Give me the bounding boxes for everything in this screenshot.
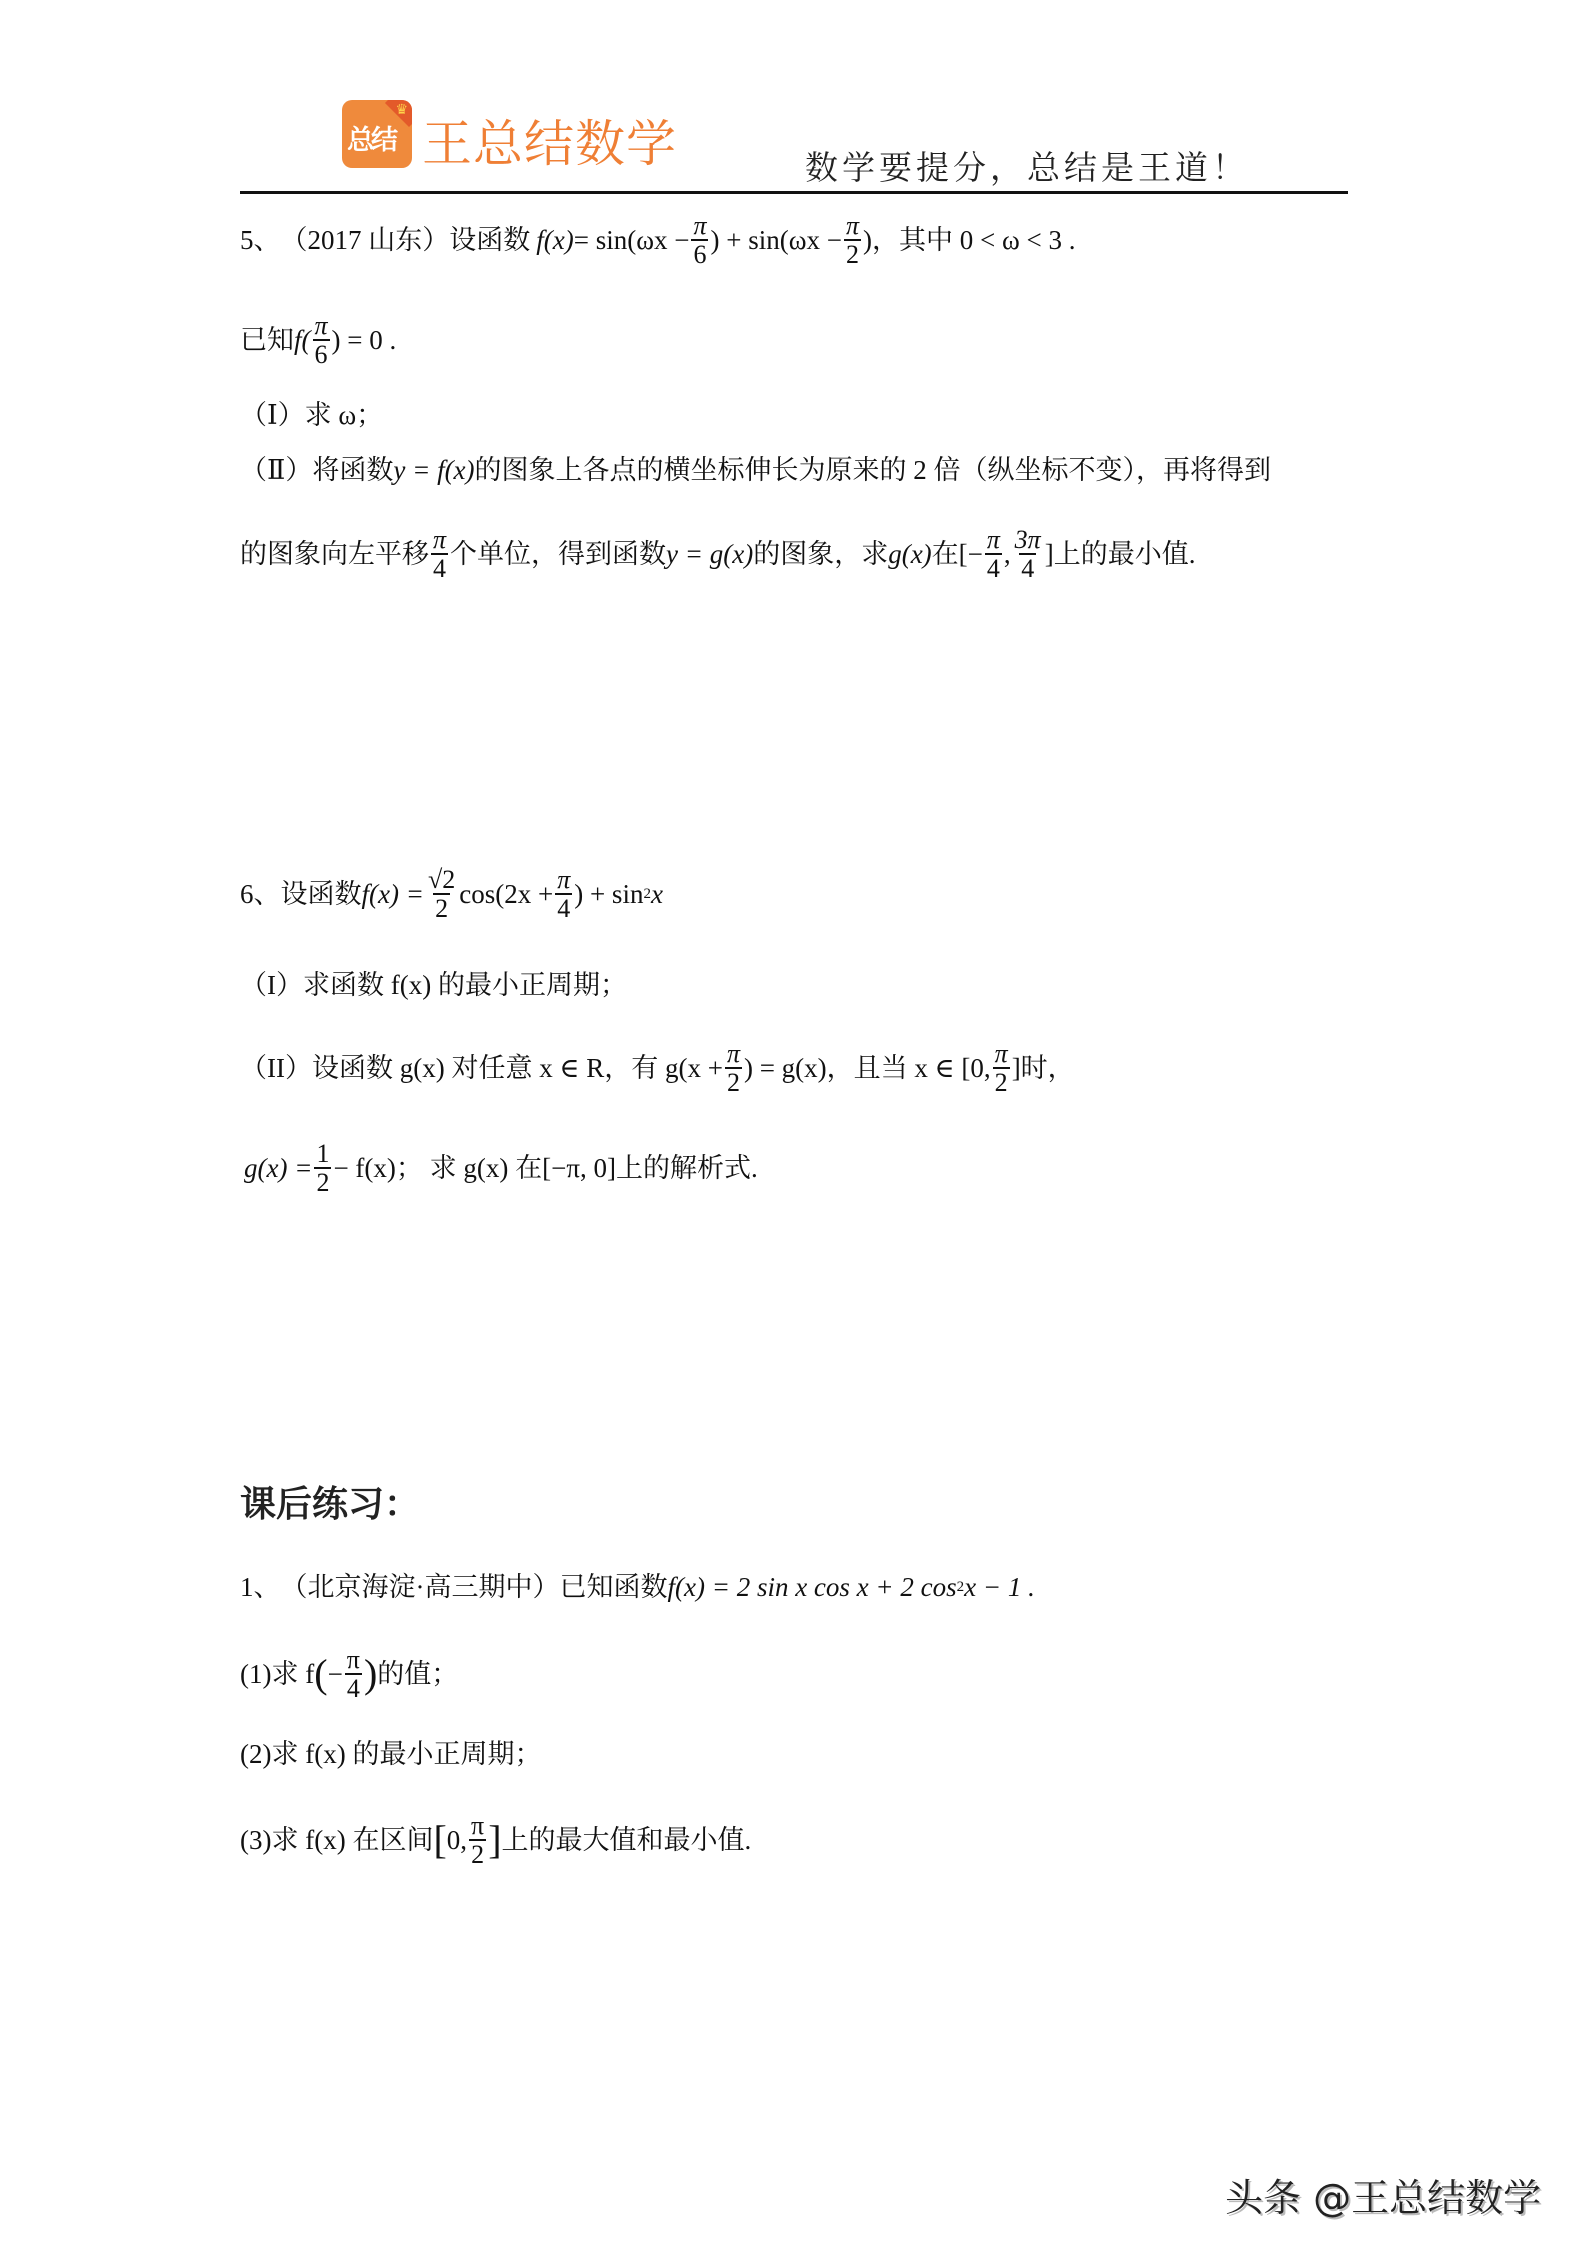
math-expr: f(x) = (361, 878, 424, 909)
math-expr: )，其中 0 < ω < 3 . (862, 224, 1076, 255)
question-number: 1、 (240, 1572, 281, 1602)
math-expr: g(x) = (244, 1152, 313, 1183)
text: 的图象向左平移 (240, 538, 429, 569)
right-paren: ) (363, 1651, 378, 1697)
crown-icon: ♛ (395, 103, 408, 118)
math-expr: x − 1 . (964, 1572, 1035, 1602)
math-expr: ) + sin(ωx − (710, 224, 842, 255)
math-fraction: $\frac{3\pi}{4}$ (1014, 525, 1041, 584)
problem-5-part-2-line-1 (240, 457, 1271, 484)
problem-intro: 设函数 (280, 878, 362, 909)
text: (1)求 f (240, 1658, 315, 1689)
exponent: 2 (956, 1579, 965, 1595)
header-slogan: 数学要提分，总结是王道！ (805, 148, 1249, 187)
text: , (1003, 538, 1011, 569)
question-source: （北京海淀·高三期中） (280, 1572, 560, 1602)
problem-5-statement (240, 212, 1075, 269)
text: 的图象上各点的横坐标伸长为原来的 2 倍（纵坐标不变），再将得到 (474, 455, 1272, 485)
math-fraction: $\frac{\pi}{2}$ (471, 1811, 485, 1870)
math-expr: f(x) = 2 sin x cos x + 2 cos (667, 1572, 957, 1602)
problem-source: （2017 山东） (280, 224, 450, 255)
text: 上的最大值和最小值. (501, 1824, 752, 1855)
math-fx: f(x) (536, 224, 574, 255)
problem-6-part-1: （I）求函数 f(x) 的最小正周期； (240, 970, 627, 1000)
math-fraction: $\frac{1}{2}$ (316, 1139, 330, 1198)
exponent: 2 (643, 885, 651, 902)
practice-sub-2: (2)求 f(x) 的最小正周期； (240, 1739, 542, 1769)
question-intro: 已知函数 (559, 1572, 668, 1602)
problem-5-part-1: （Ⅰ）求 ω； (240, 400, 384, 430)
text: （Ⅱ）将函数 (240, 455, 394, 485)
problem-number: 6、 (240, 878, 281, 909)
math-fraction: $\frac{\pi}{4}$ (986, 525, 1000, 584)
math-expr: y = g(x) (666, 538, 754, 569)
math-fraction: $\frac{\pi}{2}$ (994, 1039, 1008, 1098)
known-label: 已知 (240, 324, 294, 355)
problem-6-statement (240, 866, 663, 923)
right-bracket: ] (488, 1817, 502, 1863)
problem-5-known (240, 312, 396, 369)
problem-6-part-2-line-2 (244, 1140, 758, 1197)
math-expr: f( (294, 324, 311, 355)
math-fraction: $\frac{\pi}{4}$ (433, 525, 447, 584)
text: 个单位，得到函数 (450, 538, 667, 569)
text: ]时， (1011, 1052, 1075, 1083)
math-expr: ) + sin (574, 878, 644, 909)
text: 在[− (931, 538, 983, 569)
math-expr: ) = 0 . (331, 324, 397, 355)
math-fraction: $\frac{√2}{2}$ (427, 865, 456, 924)
text: 的图象，求 (753, 538, 889, 569)
brand-name: 王总结数学 (422, 115, 677, 173)
practice-question-1 (240, 1574, 1035, 1601)
math-fraction: $\frac{\pi}{6}$ (693, 211, 707, 270)
text: （II）设函数 g(x) 对任意 x ∈ R，有 g(x + (240, 1052, 723, 1083)
problem-5-part-2-line-2 (240, 526, 1195, 583)
math-fraction: $\frac{\pi}{2}$ (726, 1039, 740, 1098)
math-fraction: $\frac{\pi}{2}$ (845, 211, 859, 270)
practice-sub-3 (240, 1812, 751, 1869)
math-expr: = sin(ωx − (573, 224, 690, 255)
math-fraction: $\frac{\pi}{4}$ (346, 1645, 360, 1704)
problem-number: 5、 (240, 224, 281, 255)
math-expr: g(x) (888, 538, 932, 569)
text: ]上的最小值. (1044, 538, 1196, 569)
brand-logo-badge (342, 100, 412, 168)
logo-badge-text: 总结 (347, 125, 395, 156)
math-fraction: $\frac{\pi}{4}$ (557, 865, 571, 924)
math-var: x (650, 878, 663, 909)
text: (3)求 f(x) 在区间 (240, 1824, 434, 1855)
math-expr: cos(2x + (459, 878, 554, 909)
practice-sub-1: (1)求 f ( − $\frac{\pi}{4}$ ) 的值； (240, 1645, 459, 1704)
header-divider (240, 191, 1348, 194)
problem-6-part-2-line-1 (240, 1040, 1075, 1097)
math-expr: y = f(x) (393, 455, 475, 485)
text: − f(x)； 求 g(x) 在[−π, 0]上的解析式. (333, 1152, 758, 1183)
text: 的值； (377, 1658, 459, 1689)
math-expr: 0, (446, 1824, 468, 1855)
problem-intro: 设函数 (449, 224, 531, 255)
text: ) = g(x)，且当 x ∈ [0, (743, 1052, 991, 1083)
math-fraction: $\frac{\pi}{6}$ (314, 311, 328, 370)
watermark: 头条 @王总结数学 (1225, 2176, 1542, 2220)
left-paren: ( (314, 1651, 328, 1697)
section-title-practice: 课后练习： (240, 1484, 421, 1525)
left-bracket: [ (433, 1817, 447, 1863)
